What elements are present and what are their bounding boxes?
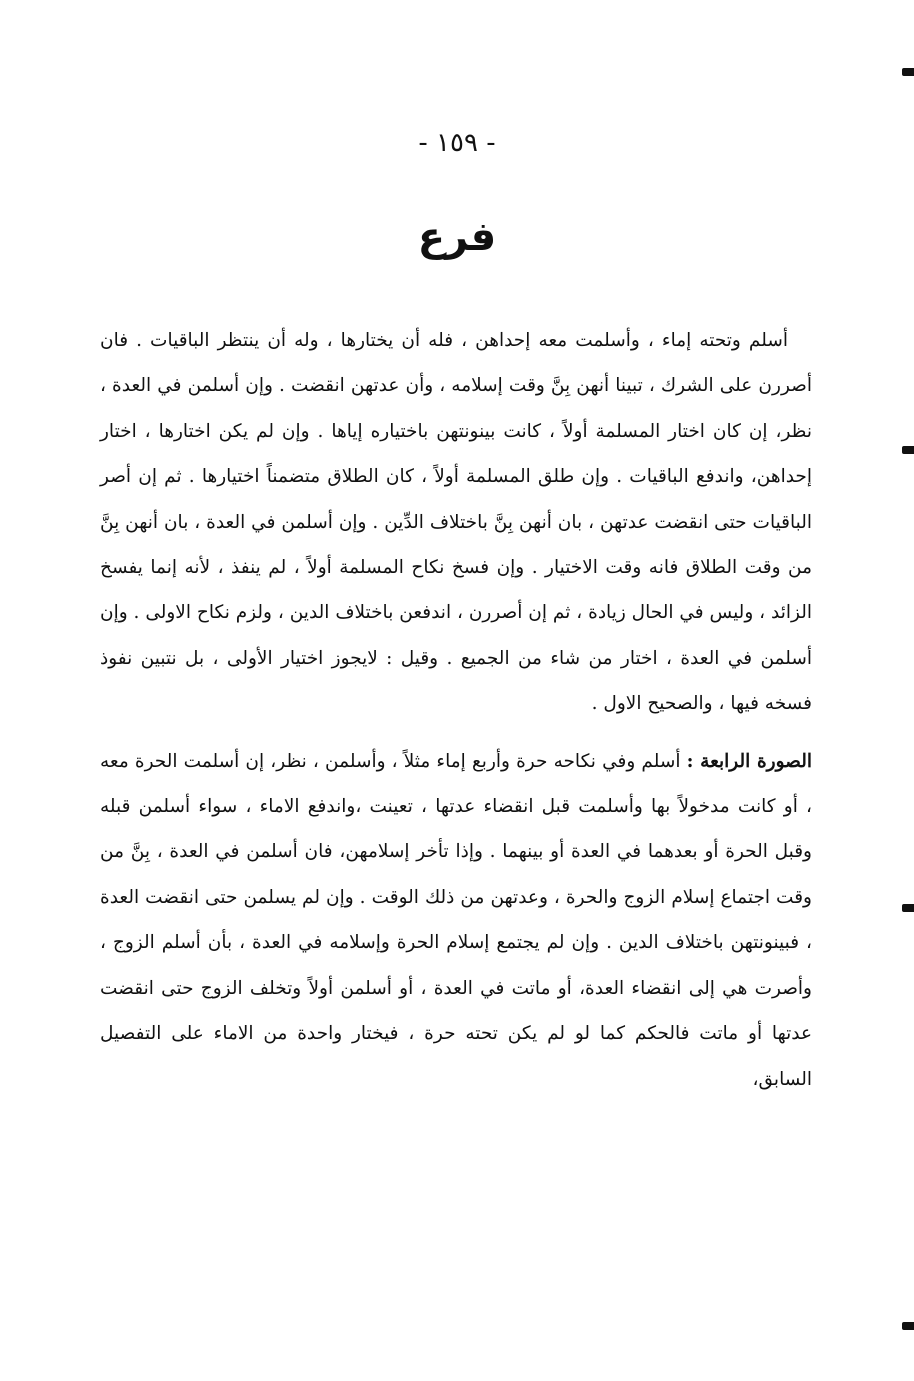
body-text (100, 318, 812, 1102)
section-heading: فرع (417, 214, 497, 260)
scan-edge-mark (902, 446, 914, 454)
scan-edge-mark (902, 1322, 914, 1330)
scan-edge-mark (902, 68, 914, 76)
paragraph-2-label: الصورة الرابعة : (686, 750, 812, 772)
paragraph-2-text: أسلم وفي نكاحه حرة وأربع إماء مثلاً ، وأسلمن ، نظر، إن أسلمت الحرة معه ، أو كانت مدخولاً بها وأسلمت قبل انقضاء عدتها ، تعينت ،واندفع الاماء ، سواء أسلمن قبله وقبل الحرة أو بعدهما في العدة أو بينهما . وإذا تأخر إسلامهن، فان أسلمن في العدة ، بِنَّ من وقت اجتماع إسلام الزوج والحرة ، وعدتهن من ذلك الوقت . وإن لم يسلمن حتى انقضت العدة ، فبينونتهن باختلاف الدين . وإن لم يجتمع إسلام الحرة وإسلامه في العدة ، بأن أسلم الزوج ، وأصرت هي إلى انقضاء العدة، أو ماتت في العدة ، أو أسلمن أولاً وتخلف الزوج حتى انقضت عدتها أو ماتت فالحكم كما لو لم يكن تحته حرة ، فيختار واحدة من الاماء على التفصيل السابق، (100, 750, 812, 1090)
page-number: - ١٥٩ - (418, 128, 496, 158)
paragraph-1: أسلم وتحته إماء ، وأسلمت معه إحداهن ، فله أن يختارها ، وله أن ينتظر الباقيات . فان أصررن على الشرك ، تبينا أنهن بِنَّ وقت إسلامه ، وأن عدتهن انقضت . وإن أسلمن في العدة ، نظر، إن كان اختار المسلمة أولاً ، كانت بينونتهن باختياره إياها . وإن لم يكن اختارها ، اختار إحداهن، واندفع الباقيات . وإن طلق المسلمة أولاً ، كان الطلاق متضمناً اختيارها . ثم إن أصر الباقيات حتى انقضت عدتهن ، بان أنهن بِنَّ باختلاف الدِّين . وإن أسلمن في العدة ، بان أنهن بِنَّ من وقت الطلاق فانه وقت الاختيار . وإن فسخ نكاح المسلمة أولاً ، لم ينفذ ، لأنه إنما يفسخ الزائد ، وليس في الحال زيادة ، ثم إن أصررن ، اندفعن باختلاف الدين ، ولزم نكاح الاولى . وإن أسلمن في العدة ، اختار من شاء من الجميع . وقيل : لايجوز اختيار الأولى ، بل نتبين نفوذ فسخه فيها ، والصحيح الاول . (100, 330, 812, 715)
paragraph-2 (100, 739, 812, 1102)
scan-edge-mark (902, 904, 914, 912)
